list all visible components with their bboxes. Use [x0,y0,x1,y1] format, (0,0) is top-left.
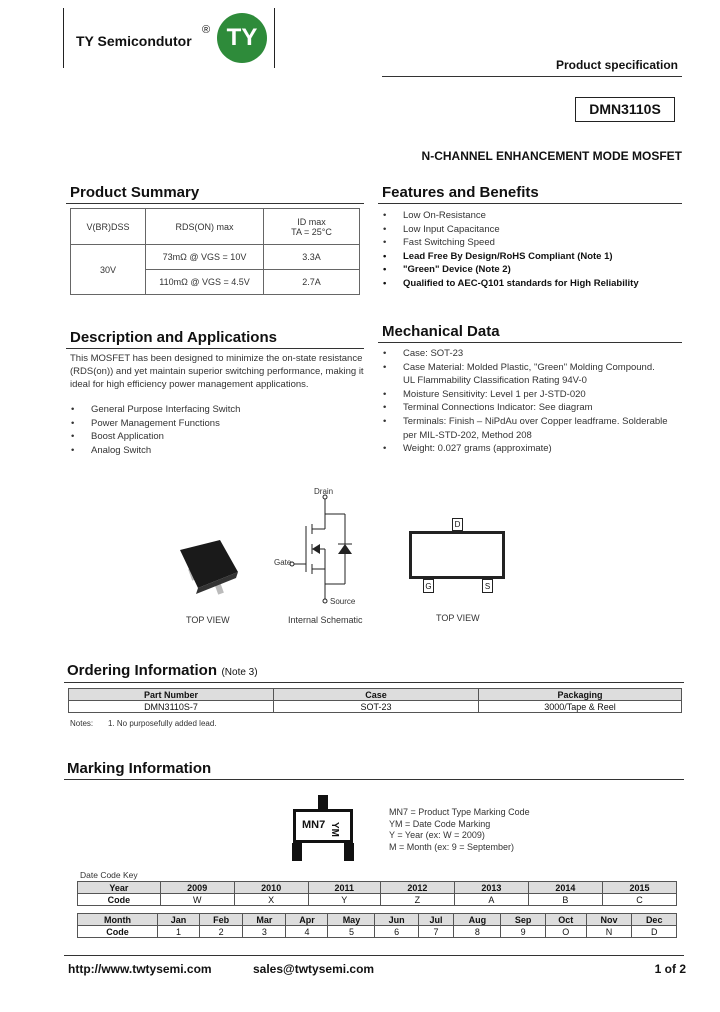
month-code-cell: O [545,926,586,938]
month-cell: Apr [286,914,328,926]
marking-legend [389,807,530,853]
description-text [70,352,370,391]
ordering-header: Case [274,689,479,701]
list-item: • Terminal Connections Indicator: See diagram [383,401,683,415]
list-item: • Low Input Capacitance [383,223,683,237]
company-name: TY Semicondutor [76,33,192,49]
month-cell: Nov [586,914,632,926]
schematic-caption: Internal Schematic [288,615,363,625]
ordering-cell: SOT-23 [274,701,479,713]
list-item: • Low On-Resistance [383,209,683,223]
year-cell: 2010 [234,882,308,894]
month-cell: Jun [375,914,418,926]
year-cell: 2009 [160,882,234,894]
description-line: ideal for high efficiency power management applications. [70,379,309,390]
email-link[interactable]: sales@twtysemi.com [253,962,375,976]
section-divider [64,682,684,683]
ordering-header: Part Number [69,689,274,701]
month-code-cell: 5 [328,926,375,938]
id-value-1: 3.3A [264,245,360,270]
ordering-note-ref: (Note 3) [221,667,258,678]
date-code-key-label: Date Code Key [80,870,138,880]
list-item: • General Purpose Interfacing Switch [71,403,351,417]
year-cell: 2011 [308,882,380,894]
pinout-body [409,531,505,579]
legend-line: MN7 = Product Type Marking Code [389,807,530,817]
section-divider [378,203,682,204]
month-code-cell: 2 [199,926,242,938]
spec-label: Product specification [555,58,678,72]
month-code-cell: 4 [286,926,328,938]
footer-divider [64,955,684,956]
id-header [264,209,360,245]
ordering-title [67,662,258,680]
month-cell: Mar [243,914,286,926]
mechanical-title: Mechanical Data [382,323,500,340]
description-title: Description and Applications [70,329,277,346]
rds-header: RDS(ON) max [146,209,264,245]
ordering-cell: 3000/Tape & Reel [479,701,682,713]
month-code-cell: 7 [418,926,454,938]
applications-list [71,403,351,457]
month-cell: Oct [545,914,586,926]
list-item: • Qualified to AEC-Q101 standards for High Reliability [383,277,683,291]
page-number: 1 of 2 [654,962,686,976]
internal-schematic [270,484,370,610]
list-item [383,361,683,388]
header-divider [382,76,682,77]
month-code-cell: 6 [375,926,418,938]
item-text: per MIL-STD-202, Method 208 [403,429,532,441]
month-code-cell: 1 [158,926,200,938]
month-cell: May [328,914,375,926]
chip-pin-left [292,843,302,861]
vbr-value: 30V [71,245,146,295]
year-cell: 2012 [380,882,454,894]
pin-d: D [452,518,463,531]
chip-pin-right [344,843,354,861]
vbr-header: V(BR)DSS [71,209,146,245]
year-code-cell: C [602,894,676,906]
month-cell: Sep [501,914,546,926]
top-view-caption: TOP VIEW [186,615,230,625]
description-line: (RDS(on)) and yet maintain superior switching performance, making it [70,366,364,377]
notes-label: Notes: [70,719,94,728]
list-item: • Power Management Functions [71,417,351,431]
device-subtitle: N-CHANNEL ENHANCEMENT MODE MOSFET [421,149,682,163]
list-item [383,415,683,442]
month-code-cell: 3 [243,926,286,938]
year-code-cell: Z [380,894,454,906]
list-item: • Analog Switch [71,444,351,458]
id-max-label: ID max [297,216,326,227]
marking-title: Marking Information [67,760,212,777]
year-cell: Year [78,882,161,894]
month-cell: Jul [418,914,454,926]
year-cell: 2014 [528,882,602,894]
year-code-cell: Code [78,894,161,906]
features-list [383,209,683,291]
year-code-cell: A [454,894,528,906]
month-code-table [77,913,677,938]
legend-line: Y = Year (ex: W = 2009) [389,830,485,840]
section-divider [64,779,684,780]
list-item: • Weight: 0.027 grams (approximate) [383,442,683,456]
list-item: • Lead Free By Design/RoHS Compliant (Note 1) [383,250,683,264]
drain-label: Drain [314,487,334,496]
product-summary-title: Product Summary [70,184,200,201]
list-item: • Moisture Sensitivity: Level 1 per J-STD-020 [383,388,683,402]
legend-line: YM = Date Code Marking [389,818,491,829]
chip-pin-top [318,795,328,809]
item-text: Case Material: Molded Plastic, "Green" Molding Compound. [403,361,655,373]
company-logo: TY [217,13,267,63]
ordering-cell: DMN3110S-7 [69,701,274,713]
section-divider [66,348,364,349]
section-divider [378,342,682,343]
ordering-table [68,688,682,713]
list-item: • "Green" Device (Note 2) [383,263,683,277]
rds-value-2: 110mΩ @ VGS = 4.5V [146,270,264,295]
id-value-2: 2.7A [264,270,360,295]
ordering-title-text: Ordering Information [67,662,217,679]
list-item: • Boost Application [71,430,351,444]
month-cell: Feb [199,914,242,926]
pin-s: S [482,579,493,593]
part-number: DMN3110S [575,97,675,122]
year-code-table [77,881,677,906]
note-1: 1. No purposefully added lead. [108,719,217,728]
month-cell: Jan [158,914,200,926]
item-text: UL Flammability Classification Rating 94V-0 [403,375,587,387]
section-divider [66,203,364,204]
mechanical-list [383,347,683,456]
year-cell: 2015 [602,882,676,894]
features-title: Features and Benefits [382,184,539,201]
pinout-caption: TOP VIEW [436,613,480,623]
month-cell: Month [78,914,158,926]
month-code-cell: D [632,926,677,938]
description-line: This MOSFET has been designed to minimize the on-state resistance [70,353,363,364]
month-code-cell: Code [78,926,158,938]
registered-mark: ® [202,24,211,36]
year-code-cell: B [528,894,602,906]
list-item: • Case: SOT-23 [383,347,683,361]
month-cell: Dec [632,914,677,926]
rds-value-1: 73mΩ @ VGS = 10V [146,245,264,270]
year-code-cell: W [160,894,234,906]
month-code-cell: N [586,926,632,938]
summary-table [70,208,360,295]
source-label: Source [330,597,356,606]
gate-label: Gate [274,558,292,567]
month-code-cell: 8 [454,926,501,938]
year-code-cell: X [234,894,308,906]
month-cell: Aug [454,914,501,926]
year-code-cell: Y [308,894,380,906]
ordering-header: Packaging [479,689,682,701]
package-photo [170,530,250,610]
chip-ym: YM [329,822,340,837]
pin-g: G [423,579,434,593]
website-link[interactable]: http://www.twtysemi.com [68,962,212,976]
list-item: • Fast Switching Speed [383,236,683,250]
ta-label: TA = 25°C [291,226,332,237]
year-cell: 2013 [454,882,528,894]
month-code-cell: 9 [501,926,546,938]
legend-line: M = Month (ex: 9 = September) [389,841,515,852]
item-text: Terminals: Finish – NiPdAu over Copper leadframe. Solderable [403,415,668,427]
chip-code: MN7 [302,819,326,831]
